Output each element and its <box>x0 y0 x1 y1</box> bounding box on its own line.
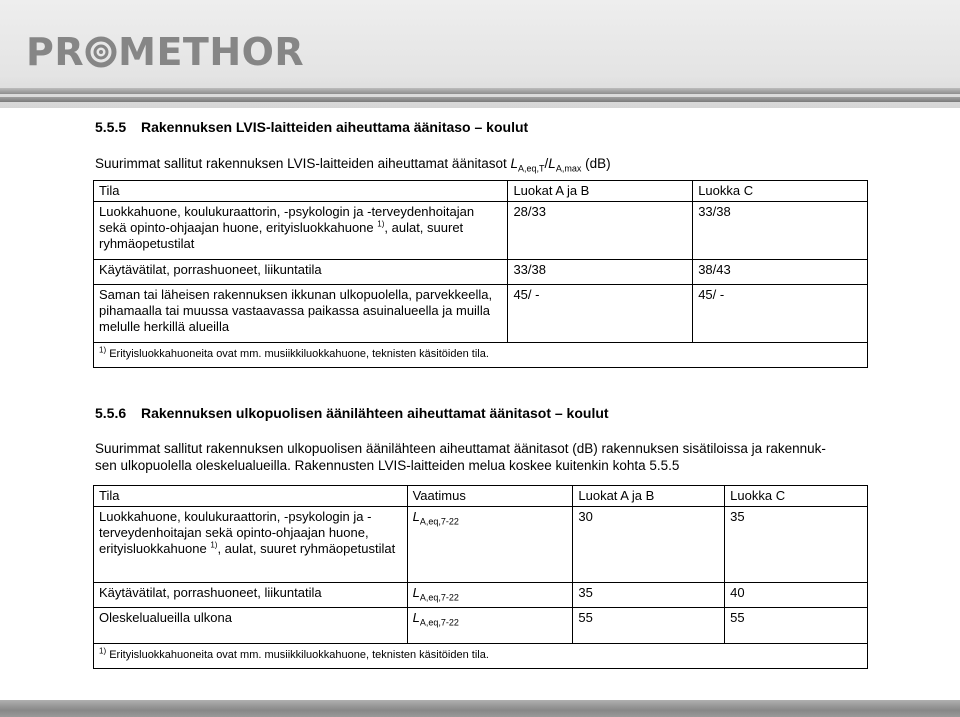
req-sub: A,eq,7-22 <box>419 516 459 527</box>
cell-c: 55 <box>725 608 868 644</box>
footnote-mark: 1) <box>99 646 107 656</box>
symbol-l-2: L <box>548 156 556 171</box>
footnote-text: Erityisluokkahuoneita ovat mm. musiikkiluokkahuone, teknisten käsitöiden tila. <box>109 348 489 360</box>
symbol-l: L <box>510 156 519 171</box>
cell-ab: 35 <box>573 583 725 608</box>
section-555-number: 5.5.5 <box>95 119 127 135</box>
slide-header <box>0 0 960 108</box>
header-rule <box>0 88 960 94</box>
logo-text-start: PR <box>26 30 85 74</box>
section-556-heading <box>95 405 609 421</box>
req-symbol: L <box>412 610 420 625</box>
table-row <box>94 507 868 583</box>
cell-c: 35 <box>725 507 868 583</box>
section-556-number: 5.5.6 <box>95 405 127 421</box>
section-555-title <box>95 119 528 135</box>
table-footnote <box>94 644 868 669</box>
symbol-slash: / <box>544 156 549 171</box>
section-556-title <box>95 405 609 421</box>
slide-footer-bar <box>0 700 960 717</box>
table-row <box>94 202 868 260</box>
footnote-ref: 1) <box>377 219 385 229</box>
col-header-c: Luokka C <box>725 486 868 507</box>
section-556-title-text: Rakennuksen ulkopuolisen äänilähteen aiheuttamat äänitasot – koulut <box>141 405 609 421</box>
table-row <box>94 608 868 644</box>
col-header-tila: Tila <box>94 181 508 202</box>
cell-tila: Käytävätilat, porrashuoneet, liikuntatila <box>94 260 508 285</box>
req-sub: A,eq,7-22 <box>419 617 459 628</box>
cell-tila-text-rest: , aulat, suuret ryhmäopetustilat <box>217 541 396 556</box>
table-header-row <box>94 181 868 202</box>
footnote-text: Erityisluokkahuoneita ovat mm. musiikkiluokkahuone, teknisten käsitöiden tila. <box>109 649 489 661</box>
col-header-c: Luokka C <box>693 181 868 202</box>
table-row <box>94 285 868 343</box>
cell-tila: Käytävätilat, porrashuoneet, liikuntatila <box>94 583 408 608</box>
section-555-intro-text: Suurimmat sallitut rakennuksen LVIS-laitteiden aiheuttamat äänitasot <box>95 156 507 171</box>
table-footnote <box>94 343 868 368</box>
section-556-intro <box>95 440 875 474</box>
cell-ab: 33/38 <box>508 260 693 285</box>
cell-tila-text-rest: , aulat, suuret ryhmäopetustilat <box>99 220 464 251</box>
logo-o-icon <box>85 36 117 68</box>
cell-c: 45/ - <box>693 285 868 343</box>
cell-ab: 28/33 <box>508 202 693 260</box>
req-sub: A,eq,7-22 <box>419 592 459 603</box>
cell-vaatimus <box>407 608 573 644</box>
col-header-vaatimus: Vaatimus <box>407 486 573 507</box>
col-header-ab: Luokat A ja B <box>508 181 693 202</box>
unit-db: (dB) <box>585 156 611 171</box>
col-header-tila: Tila <box>94 486 408 507</box>
cell-c: 38/43 <box>693 260 868 285</box>
cell-c: 40 <box>725 583 868 608</box>
cell-tila-text: Luokkahuone, koulukuraattorin, -psykologin ja -terveydenhoitajan sekä opinto-ohjaajan huone, erityisluokkahuone <box>99 509 372 556</box>
cell-ab: 55 <box>573 608 725 644</box>
req-symbol: L <box>412 509 420 524</box>
table-555 <box>93 180 868 368</box>
logo-text-end: METHOR <box>118 30 305 74</box>
cell-vaatimus <box>407 507 573 583</box>
cell-c: 33/38 <box>693 202 868 260</box>
section-555-title-text: Rakennuksen LVIS-laitteiden aiheuttama äänitaso – koulut <box>141 119 529 135</box>
footnote-ref: 1) <box>210 540 218 550</box>
col-header-ab: Luokat A ja B <box>573 486 725 507</box>
table-row <box>94 260 868 285</box>
header-rule-lower <box>0 97 960 102</box>
brand-logo <box>26 30 304 74</box>
cell-ab: 45/ - <box>508 285 693 343</box>
cell-tila: Saman tai läheisen rakennuksen ikkunan ulkopuolella, parvekkeella, pihamaalla tai muussa vastaavassa paikassa asuinalueella ja muilla melulle herkillä alueilla <box>94 285 508 343</box>
table-footnote-row <box>94 644 868 669</box>
table-row <box>94 583 868 608</box>
cell-tila <box>94 202 508 260</box>
section-556-intro-line2: sen ulkopuolella oleskelualueilla. Rakennusten LVIS-laitteiden melua koskee kuitenkin kohta 5.5.5 <box>95 458 680 473</box>
cell-ab: 30 <box>573 507 725 583</box>
cell-tila <box>94 507 408 583</box>
cell-tila: Oleskelualueilla ulkona <box>94 608 408 644</box>
cell-tila-text: Luokkahuone, koulukuraattorin, -psykologin ja -terveydenhoitajan sekä opinto-ohjaajan huone, erityisluokkahuone <box>99 204 475 235</box>
section-556-intro-line1: Suurimmat sallitut rakennuksen ulkopuolisen äänilähteen aiheuttamat äänitasot (dB) rakennuksen sisätiloissa ja rakennuk- <box>95 441 826 456</box>
req-symbol: L <box>412 585 420 600</box>
cell-vaatimus <box>407 583 573 608</box>
symbol-sub-amax: A,max <box>555 163 582 174</box>
footnote-mark: 1) <box>99 345 107 355</box>
table-header-row <box>94 486 868 507</box>
section-555-heading <box>95 119 528 135</box>
section-555-intro <box>95 155 611 172</box>
symbol-sub-aeqt: A,eq,T <box>518 163 545 174</box>
table-556 <box>93 485 868 669</box>
table-footnote-row <box>94 343 868 368</box>
